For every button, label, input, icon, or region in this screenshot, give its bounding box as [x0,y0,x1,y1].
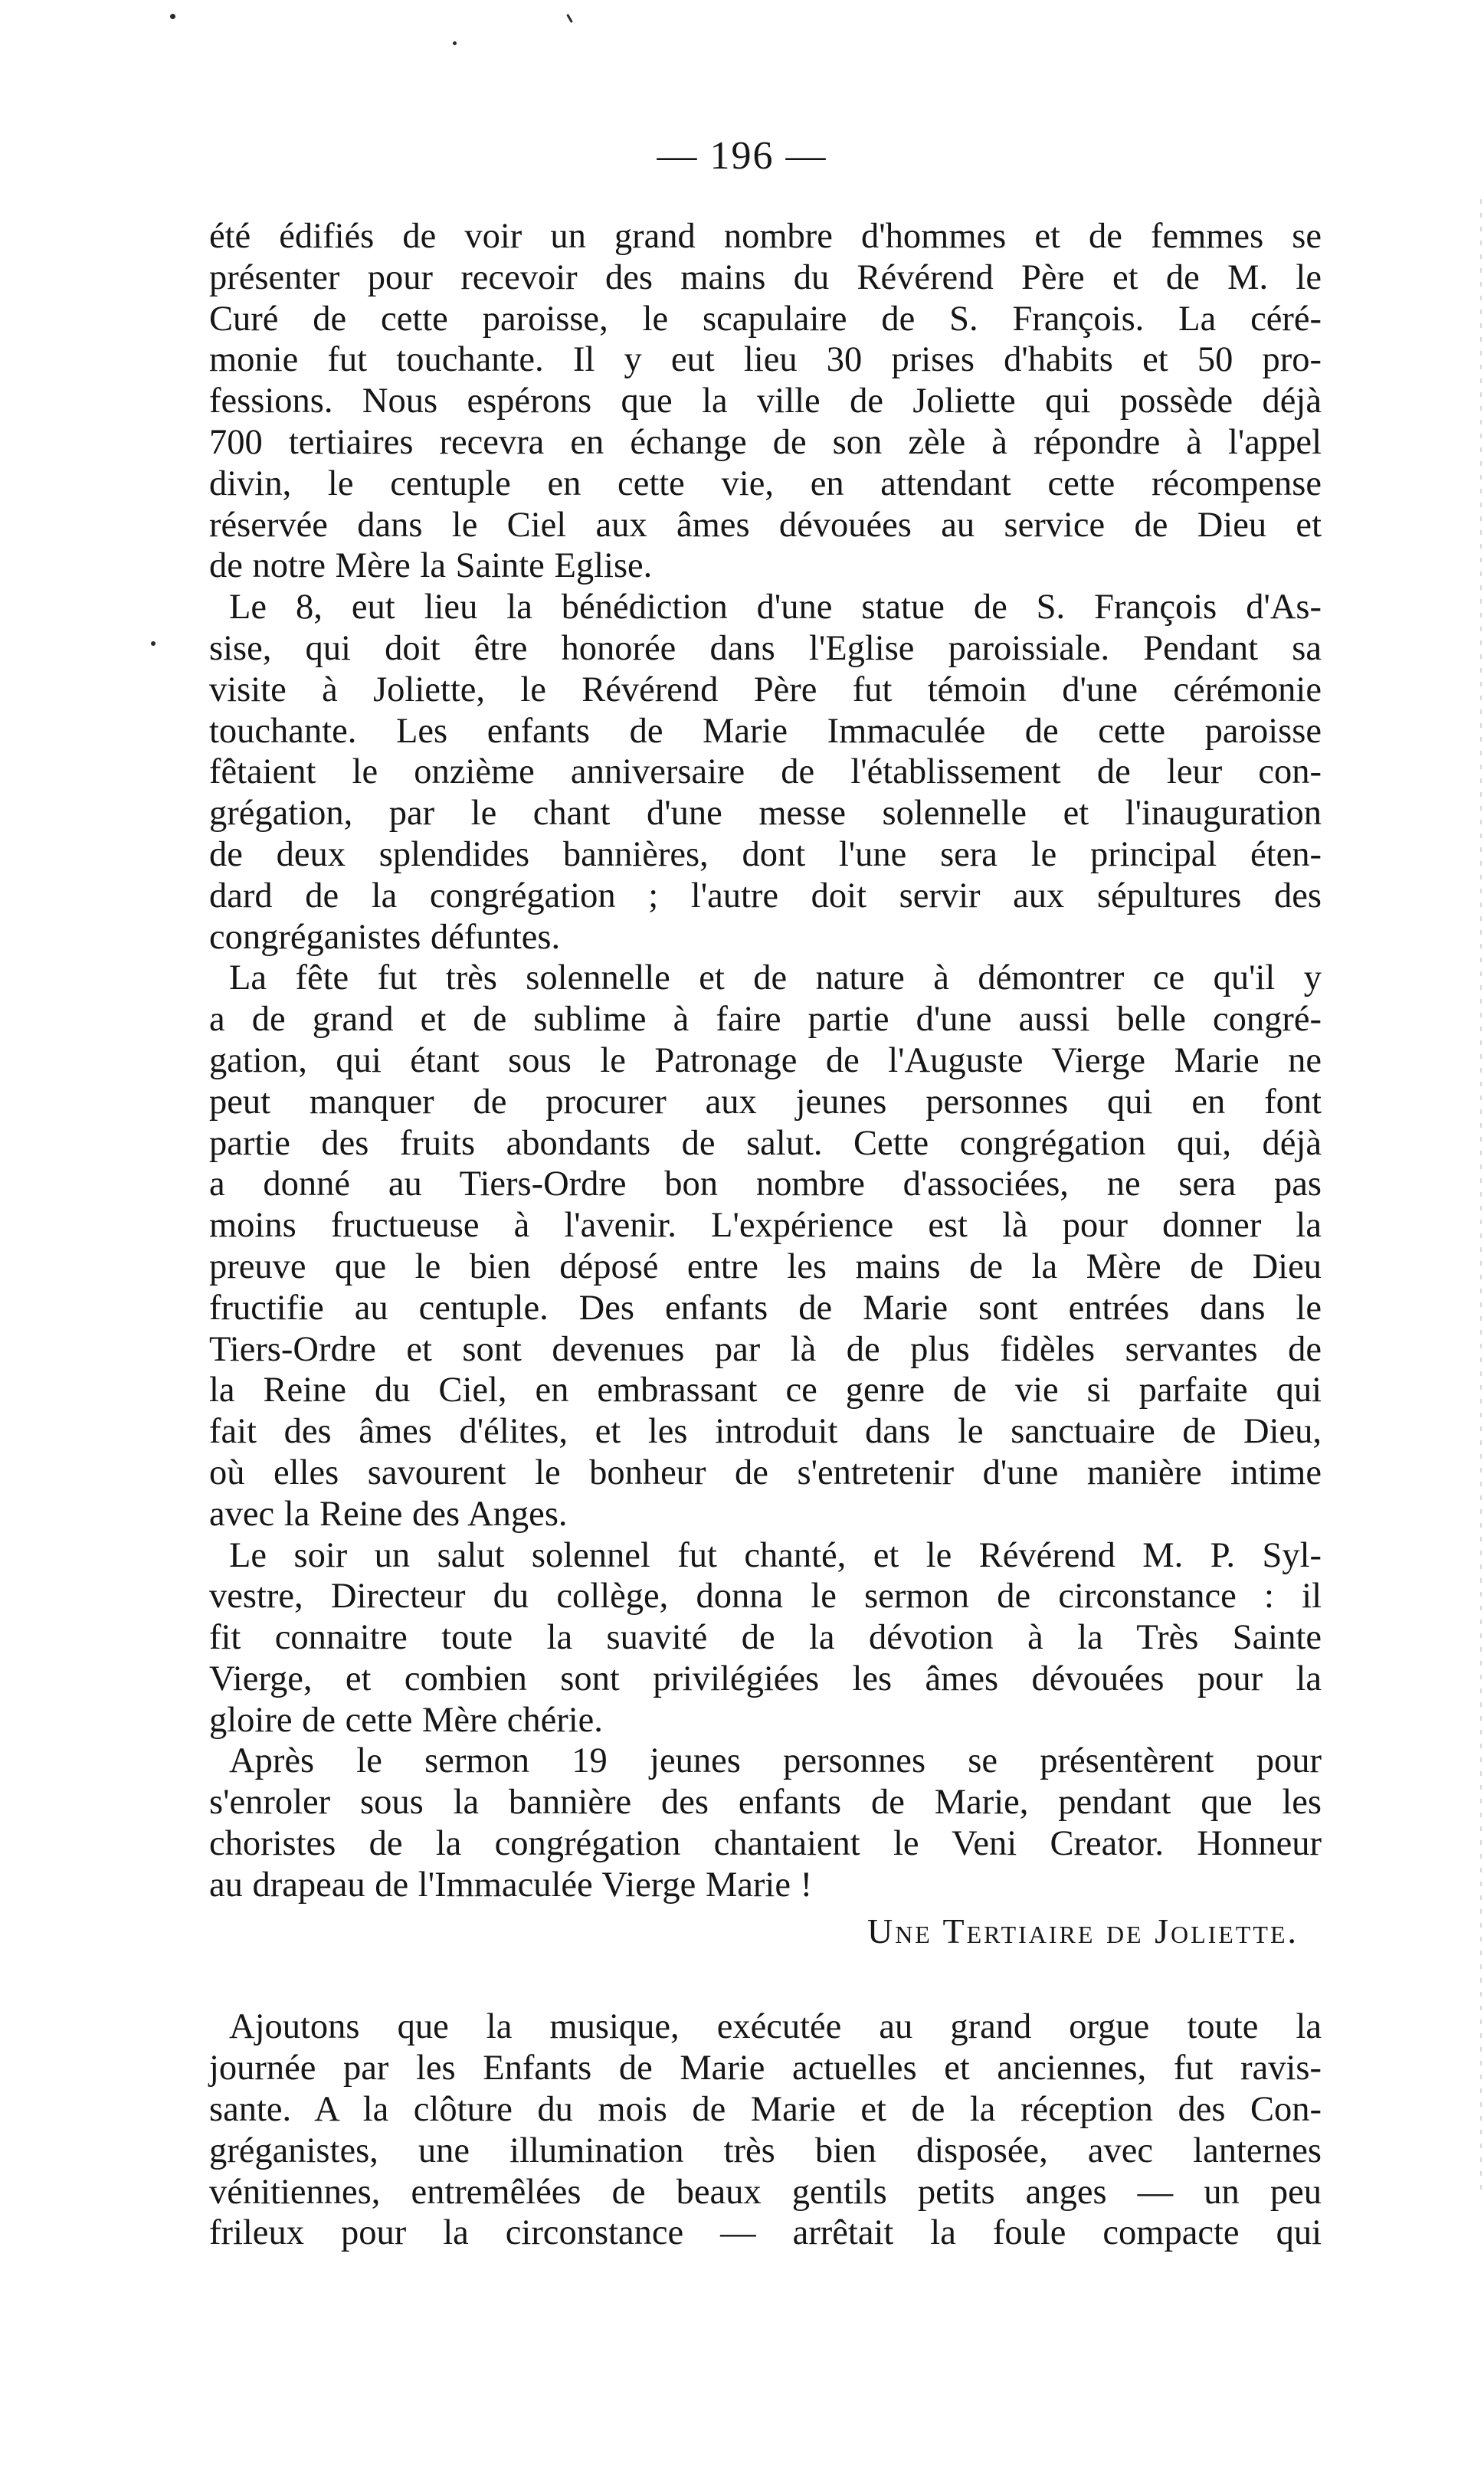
text-line: au drapeau de l'Immaculée Vierge Marie ! [209,1865,813,1905]
text-line: divin, le centuple en cette vie, en attendant cette récompense [209,463,1322,503]
scan-speck [566,14,573,23]
text-line: visite à Joliette, le Révérend Père fut témoin d'une cérémonie [209,670,1322,709]
text-line: fêtaient le onzième anniversaire de l'établissement de leur con- [209,752,1322,792]
paragraph [209,1535,1322,1741]
text-line: vénitiennes, entremêlées de beaux gentils petits anges — un peu [209,2172,1322,2212]
text-line: La fête fut très solennelle et de nature à démontrer ce qu'il y [229,958,1322,998]
closing-paragraph [209,2006,1322,2254]
text-line: gréganistes, une illumination très bien disposée, avec lanternes [209,2131,1322,2170]
text-line: frileux pour la circonstance — arrêtait la foule compacte qui [209,2213,1322,2253]
text-line: a de grand et de sublime à faire partie d'une aussi belle congré- [209,1000,1322,1040]
text-line: partie des fruits abondants de salut. Cette congrégation qui, déjà [209,1123,1322,1163]
text-line: fait des âmes d'élites, et les introduit dans le sanctuaire de Dieu, [209,1412,1322,1452]
text-line: vestre, Directeur du collège, donna le sermon de circonstance : il [209,1577,1322,1616]
text-line: a donné au Tiers-Ordre bon nombre d'associées, ne sera pas [209,1164,1322,1204]
text-line: peut manquer de procurer aux jeunes personnes qui en font [209,1082,1322,1122]
text-line: réservée dans le Ciel aux âmes dévouées au service de Dieu et [209,505,1322,545]
text-line: grégation, par le chant d'une messe solennelle et l'inauguration [209,794,1322,834]
text-line: choristes de la congrégation chantaient le Veni Creator. Honneur [209,1824,1322,1864]
paragraph [209,216,1322,587]
text-line: monie fut touchante. Il y eut lieu 30 prises d'habits et 50 pro- [209,340,1322,380]
scan-speck [170,14,175,19]
text-line: preuve que le bien déposé entre les mains de la Mère de Dieu [209,1246,1322,1286]
text-line: sante. A la clôture du mois de Marie et de la réception des Con- [209,2090,1322,2130]
text-line: fructifie au centuple. Des enfants de Marie sont entrées dans le [209,1288,1322,1328]
text-line: 700 tertiaires recevra en échange de son zèle à répondre à l'appel [209,422,1322,462]
text-line: de deux splendides bannières, dont l'une sera le principal éten- [209,834,1322,874]
signature: Une Tertiaire de Joliette. [866,1911,1299,1951]
text-line: été édifiés de voir un grand nombre d'hommes et de femmes se [209,217,1322,256]
text-line: Ajoutons que la musique, exécutée au grand orgue toute la [229,2007,1322,2047]
text-line: dard de la congrégation ; l'autre doit servir aux sépultures des [209,876,1322,916]
signature-block [209,1906,1322,2007]
text-line: gation, qui étant sous le Patronage de l'Auguste Vierge Marie ne [209,1040,1322,1080]
paragraph [209,958,1322,1535]
body-text [209,216,1322,2254]
paragraph [209,1741,1322,1905]
paragraph [209,587,1322,958]
text-line: fit connaitre toute la suavité de la dévotion à la Très Sainte [209,1618,1322,1658]
text-line: de notre Mère la Sainte Eglise. [209,546,653,586]
text-line: Curé de cette paroisse, le scapulaire de S. François. La céré- [209,299,1322,339]
scan-speck [453,41,457,45]
text-line: touchante. Les enfants de Marie Immaculée de cette paroisse [209,711,1322,751]
page-number: — 196 — [657,134,827,178]
text-line: Après le sermon 19 jeunes personnes se présentèrent pour [229,1741,1322,1781]
text-line: fessions. Nous espérons que la ville de Joliette qui possède déjà [209,382,1322,421]
scan-speck [151,641,156,646]
text-line: Le 8, eut lieu la bénédiction d'une statue de S. François d'As- [229,588,1322,627]
page-edge [1480,199,1482,2191]
text-line: congréganistes défuntes. [209,917,561,957]
text-line: où elles savourent le bonheur de s'entretenir d'une manière intime [209,1453,1322,1492]
text-line: Le soir un salut solennel fut chanté, et le Révérend M. P. Syl- [229,1535,1322,1575]
text-line: la Reine du Ciel, en embrassant ce genre de vie si parfaite qui [209,1371,1322,1410]
text-line: présenter pour recevoir des mains du Révérend Père et de M. le [209,257,1322,297]
text-line: sise, qui doit être honorée dans l'Eglise paroissiale. Pendant sa [209,628,1322,668]
text-line: Vierge, et combien sont privilégiées les âmes dévouées pour la [209,1659,1322,1698]
text-line: Tiers-Ordre et sont devenues par là de plus fidèles servantes de [209,1329,1322,1369]
text-line: avec la Reine des Anges. [209,1494,568,1534]
text-line: moins fructueuse à l'avenir. L'expérience est là pour donner la [209,1206,1322,1246]
text-line: s'enroler sous la bannière des enfants de Marie, pendant que les [209,1783,1322,1823]
text-line: journée par les Enfants de Marie actuelles et anciennes, fut ravis- [209,2049,1322,2088]
text-line: gloire de cette Mère chérie. [209,1700,603,1740]
